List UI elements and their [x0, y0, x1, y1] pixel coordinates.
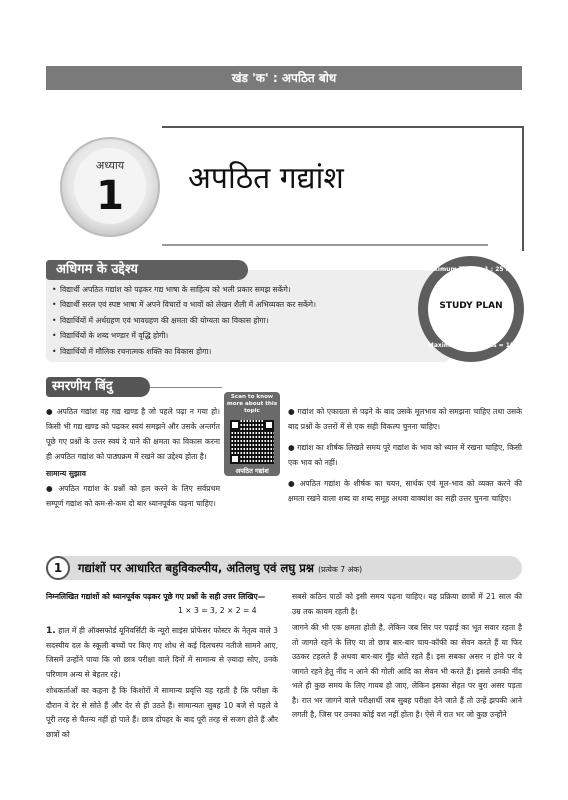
passage-para: शोधकर्ताओं का कहना है कि किशोरों में सामान्य प्रवृत्ति यह रहती है कि परीक्षा के दौरान वे देर से सोते हैं और देर से ही उठते हैं। सामान्यतः सुबह 10 बजे से पहले वे पूरी तरह से चैतन्य नहीं हो पाते हैं। छात्र दोपहर के बाद पूरी तरह से सजग होते हैं और छात्रों को [46, 686, 278, 739]
study-plan-time: Maximum Time = 1 : 25 Min [424, 266, 518, 273]
chapter-number: 1 [96, 173, 124, 219]
objective-item: • विद्यार्थी सरल एवं स्पष्ट भाषा में अपने विचारों व भावों को लेखन शैली में अभिव्यक्त कर सकेंगे। [52, 297, 432, 312]
question-instruction: निम्नलिखित गद्यांशों को ध्यानपूर्वक पढ़कर पूछे गए प्रश्नों के सही उत्तर लिखिए— [46, 592, 266, 601]
objectives-heading: अधिगम के उद्देश्य [46, 260, 248, 280]
memorable-left-para: ● अपठित गद्यांश वह गद्य खण्ड है जो पहले पढ़ा न गया हो। किसी भी गद्य खण्ड को पढ़कर स्वयं समझने और उसके अन्तर्गत पूछे गए प्रश्नों के उत्तर स्वयं दे पाने की क्षमता का विकास करना ही अपठित गद्यांश को पाठ्यक्रम में रखने का उद्देश्य होता है। [46, 407, 220, 461]
passage-right-column [292, 590, 522, 725]
memorable-right-para: ● अपठित गद्यांश के शीर्षक का चयन, सार्थक एवं मूल-भाव को व्यक्त करने की क्षमता रखने वाला शब्द या शब्द समूह अथवा वाक्यांश का सही उत्तर चुनना चाहिए। [288, 479, 522, 503]
memorable-sub-heading: सामान्य सुझाव [46, 469, 86, 478]
study-plan-label: STUDY PLAN [439, 301, 503, 311]
memorable-right-para: ● गद्यांश को एकाग्रता से पढ़ने के बाद उसके मूलभाव को समझना चाहिए तथा उसके बाद प्रश्नों के उत्तरों में से एक सही विकल्प चुनना चाहिए। [288, 407, 522, 431]
memorable-left-tip: ● अपठित गद्यांश के प्रश्नों को हल करने के लिए सर्वप्रथम सम्पूर्ण गद्यांश को कम-से-कम दो बार ध्यानपूर्वक पढ़ना चाहिए। [46, 484, 220, 508]
objective-item: • विद्यार्थियों में अर्थग्रहण एवं भावग्रहण की क्षमता की योग्यता का विकास होगा। [52, 313, 432, 328]
chapter-frame-top [162, 126, 522, 128]
qr-caption: Scan to know more about this topic [226, 394, 278, 414]
memorable-heading: स्मरणीय बिंदु [46, 377, 150, 397]
qr-code-icon[interactable] [230, 420, 274, 464]
chapter-word: अध्याय [95, 159, 125, 172]
chapter-frame-bottom [162, 244, 488, 246]
question-section-marks: (प्रत्येक 7 अंक) [318, 565, 363, 574]
memorable-rule [150, 387, 222, 388]
objective-item: • विद्यार्थी अपठित गद्यांश को पढ़कर गद्य भाषा के साहित्य को भली प्रकार समझ सकेंगे। [52, 282, 432, 297]
memorable-left-column [46, 404, 220, 511]
question-section-title-text: गद्यांशों पर आधारित बहुविकल्पीय, अतिलघु एवं लघु प्रश्न [78, 561, 315, 575]
passage-para: 1. हाल में ही ऑक्सफोर्ड यूनिवर्सिटी के न्यूरो साइंस प्रोफेसर फोस्टर के नेतृत्व वाले 3 सदस्यीय दल के स्कूली बच्चों पर किए गए शोध से कई दिलचस्प नतीजे सामने आए, जिसमें उन्होंने पाया कि जो छात्र परीक्षा वाले दिनों में सामान्य से ज़्यादा सोए, उनके परिणाम अन्य से बेहतर रहे। [46, 626, 278, 679]
passage-para: सबसे कठिन पाठों को इसी समय पढ़ना चाहिए। यह प्रक्रिया छात्रों में 21 साल की उम्र तक कायम रहती है। [292, 592, 522, 616]
chapter-frame-right [522, 126, 524, 251]
qr-label: अपठित गद्यांश [235, 467, 269, 475]
question-section-title [78, 561, 362, 576]
passage-number: 1. [46, 626, 56, 636]
objective-item: • विद्यार्थियों के शब्द भण्डार में वृद्धि होगी। [52, 328, 432, 343]
memorable-right-para: ● गद्यांश का शीर्षक लिखते समय पूरे गद्यांश के भाव को ध्यान में रखना चाहिए, किसी एक भाव को नहीं। [288, 443, 522, 467]
passage-left-column [46, 624, 278, 744]
study-plan-questions: Maximum Questions = 15 [427, 342, 515, 349]
objective-item: • विद्यार्थियों में मौलिक रचनात्मक शक्ति का विकास होगा। [52, 344, 432, 359]
memorable-right-column [288, 404, 522, 512]
passage-para: जागने की भी एक क्षमता होती है, लेकिन जब सिर पर पढ़ाई का भूत सवार रहता है तो जागते रहने के लिए या तो छात्र बार-बार चाय-कॉफी का सेवन करते हैं या फिर उठकर टहलते हैं अथवा बार-बार मुँह धोते रहते हैं। इस सबका असर न होने पर वे जागते रहने हेतु नींद न आने की गोली आदि का सेवन भी करते हैं। इससे उनकी नींद भले ही कुछ समय के लिए गायब हो जाए, लेकिन इसका सेहत पर बुरा असर पड़ता है। रात भर जागने वाले परीक्षार्थी जब सुबह परीक्षा देने जाते हैं तो उन्हें झपकी आने लगती है, जिस पर उनका कोई वश नहीं होता है। ऐसे में रात भर जो कुछ उन्होंने [292, 623, 522, 719]
chapter-title: अपठित गद्यांश [188, 161, 344, 196]
objectives-list [52, 282, 432, 359]
question-section-number: 1 [46, 556, 70, 580]
marks-formula: 1 × 3 = 3, 2 × 2 = 4 [178, 606, 257, 615]
section-banner: खंड 'क' : अपठित बोध [46, 66, 522, 90]
